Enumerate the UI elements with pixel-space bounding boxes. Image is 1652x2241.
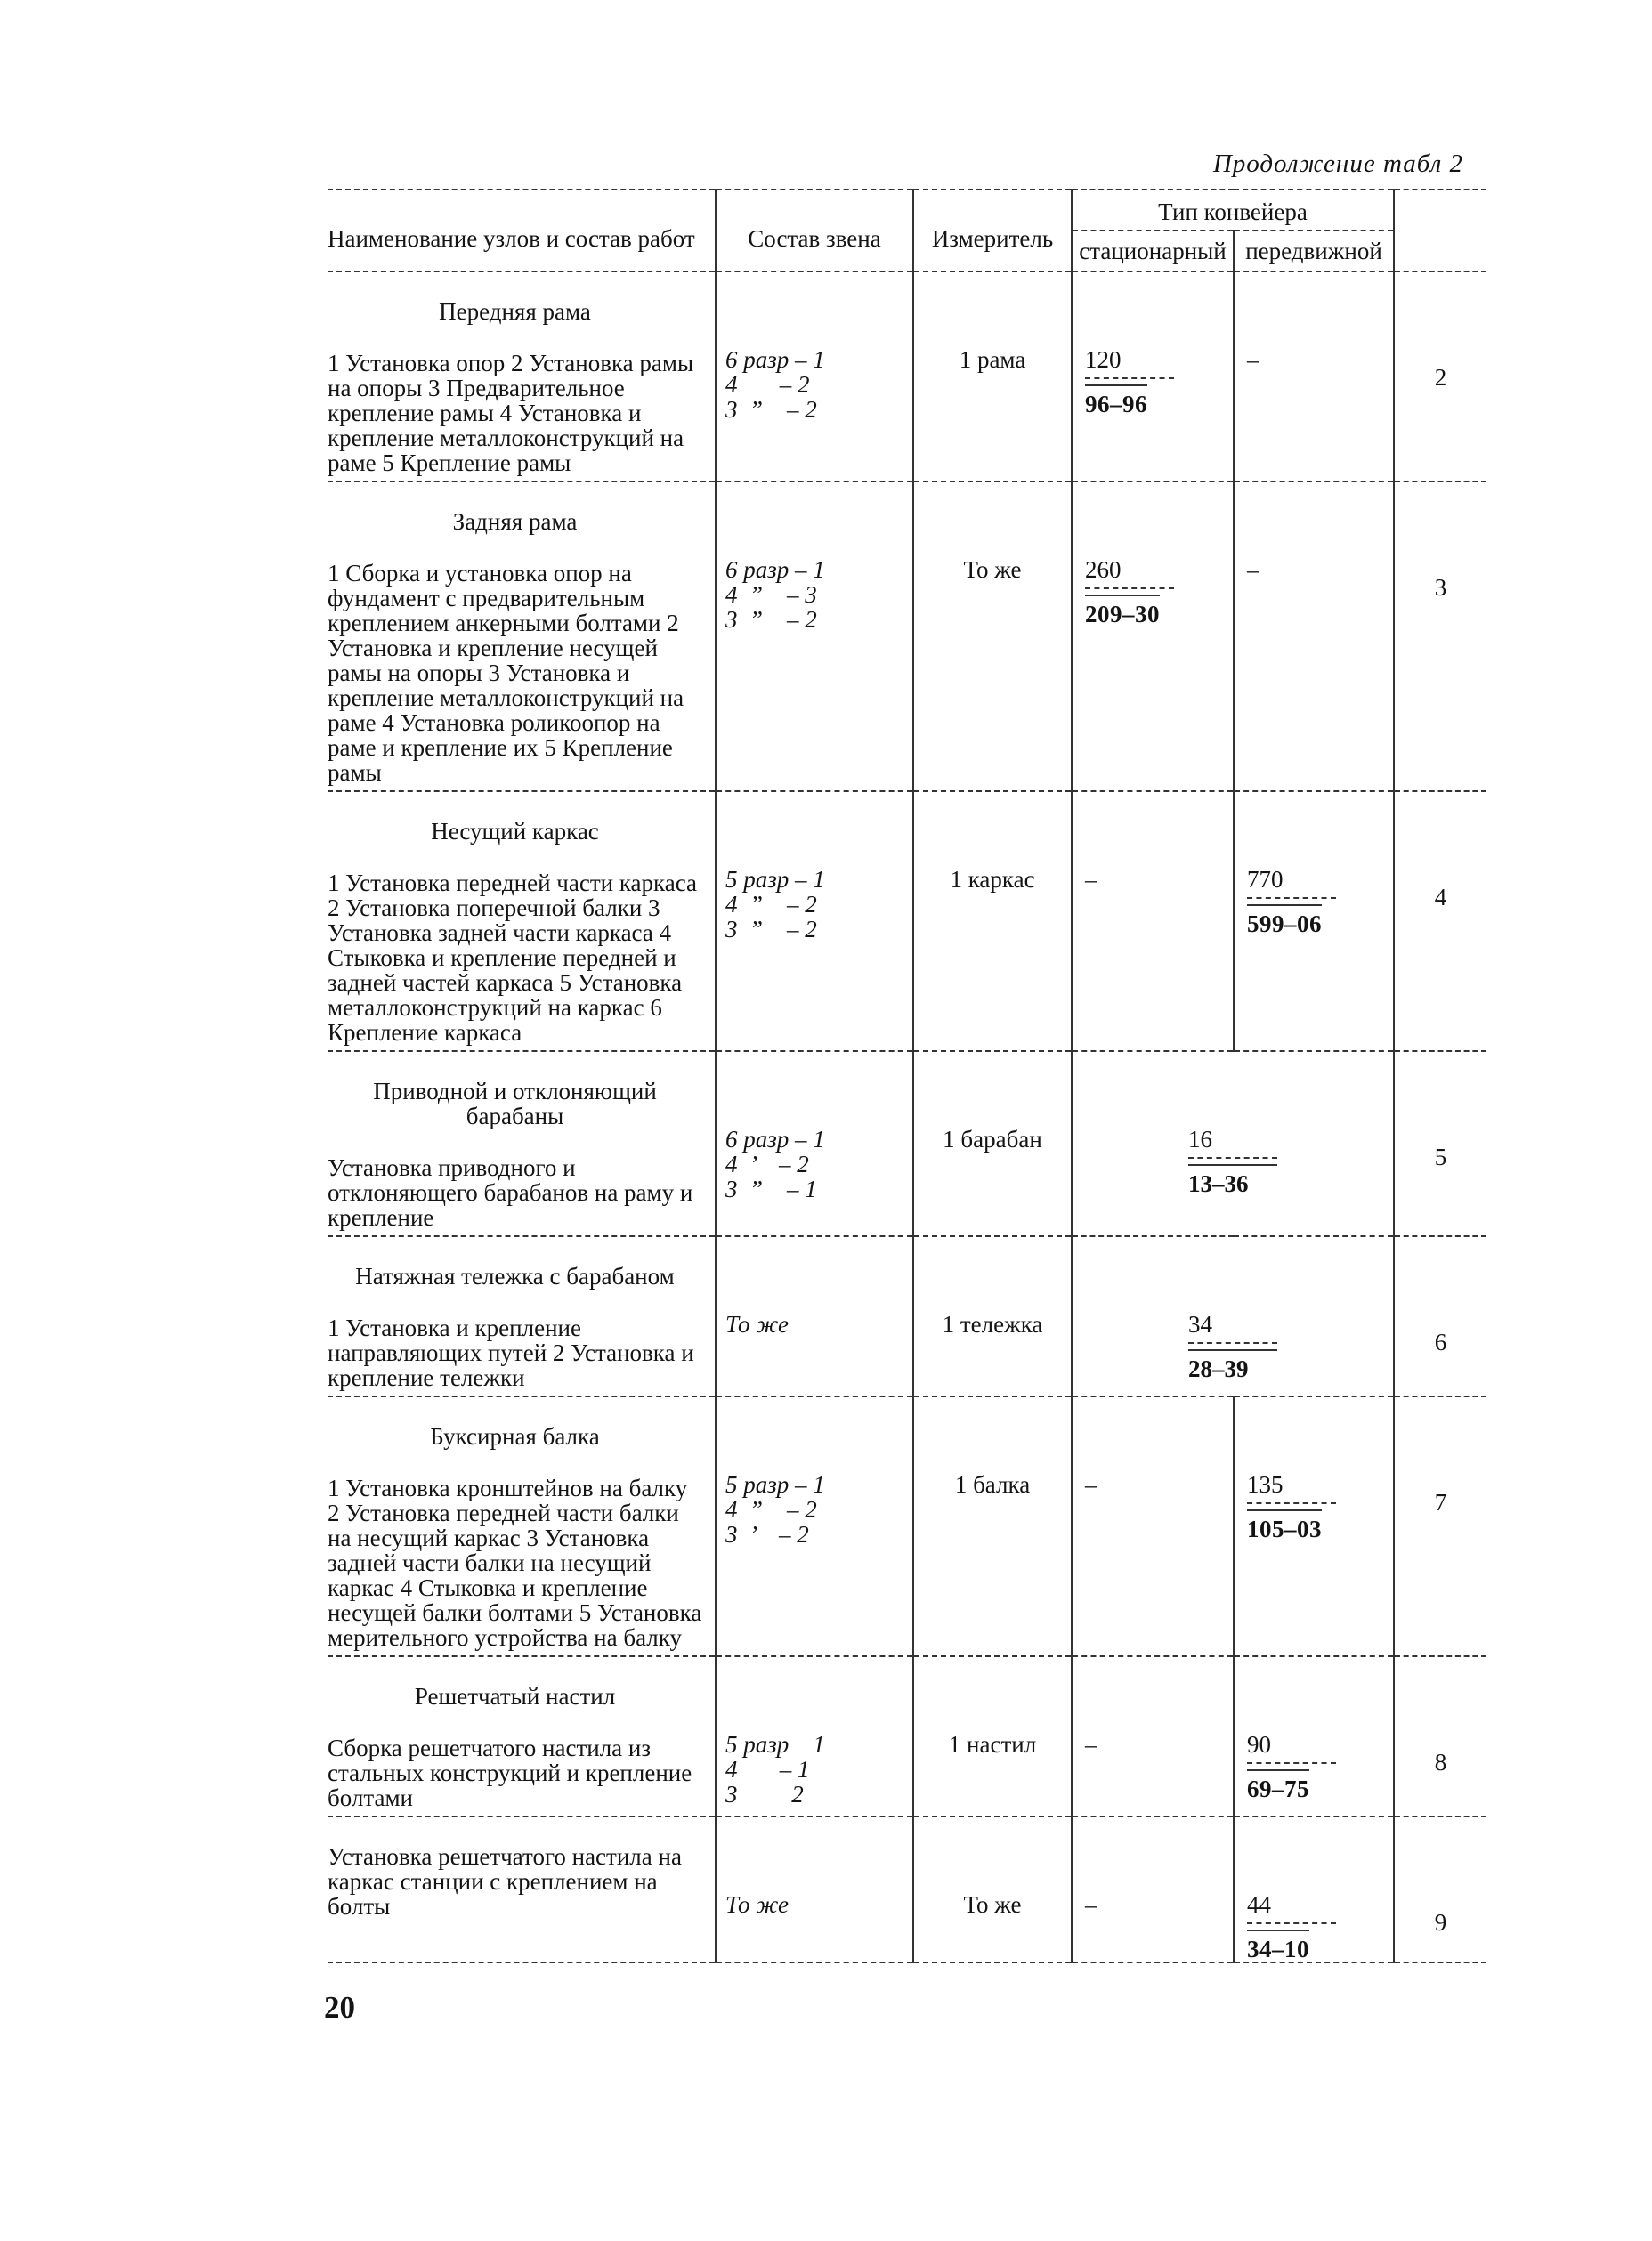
value-numerator: 34: [1188, 1311, 1212, 1338]
table-row: [328, 1816, 1486, 1962]
crew-line: 3 ” – 2: [725, 396, 817, 423]
crew-line: 4 – 1: [725, 1756, 810, 1783]
stationary-value-cell: [1072, 271, 1234, 481]
value-none: –: [1085, 1471, 1097, 1498]
crew-line: 3 ’ – 2: [725, 1521, 809, 1548]
value-numerator: 90: [1247, 1731, 1271, 1758]
header-mobile: передвижной: [1234, 231, 1394, 271]
measure-cell: 1 рама: [913, 271, 1072, 481]
row-index: 9: [1394, 1816, 1486, 1962]
crew-line: 6 разр – 1: [725, 346, 825, 373]
fraction-dash-line: [1247, 1762, 1336, 1764]
fraction-dash-line: [1085, 377, 1174, 379]
crew-line: 4 ” – 2: [725, 1496, 817, 1523]
measure-cell: 1 тележка: [913, 1236, 1072, 1396]
value-denominator: 209–30: [1085, 595, 1160, 627]
measure-cell: То же: [913, 1816, 1072, 1962]
work-cell: [328, 1236, 716, 1396]
table-body: [328, 271, 1486, 1962]
crew-line: То же: [725, 1891, 790, 1918]
crew-line: 3 2: [725, 1781, 804, 1808]
crew-line: То же: [725, 1311, 790, 1338]
value-numerator: 135: [1247, 1471, 1284, 1498]
crew-cell: [716, 1656, 913, 1816]
fraction-dash-line: [1247, 1502, 1336, 1504]
work-description: Установка решетчатого настила на каркас станции с креплением на болты: [328, 1843, 682, 1920]
crew-line: 6 разр – 1: [725, 556, 825, 583]
row-index: 3: [1394, 481, 1486, 791]
crew-cell: [716, 1396, 913, 1656]
fraction-dash-line: [1247, 897, 1336, 899]
merged-value: [1188, 1127, 1277, 1196]
crew-cell: [716, 1051, 913, 1236]
work-description: 1 Установка передней части каркаса 2 Установка поперечной балки 3 Установка задней части каркаса 4 Стыковка и крепление передней и задней частей каркаса 5 Установка металлоконструкций на каркас 6 Крепление каркаса: [328, 870, 698, 1046]
merged-fraction: [1188, 1312, 1277, 1381]
fraction-dash-line: [1188, 1157, 1277, 1159]
work-description: 1 Установка кронштейнов на балку 2 Установка передней части балки на несущий каркас 3 Установка задней части балки на несущий каркас 4 Стыковка и крепление несущей балки болтами 5 Установка мерительного устройства на балку: [328, 1475, 702, 1651]
crew-line: 4 – 2: [725, 371, 810, 398]
mobile-value-cell: [1234, 1656, 1394, 1816]
fraction-dash-line: [1188, 1342, 1277, 1344]
value-denominator: 105–03: [1247, 1509, 1322, 1541]
work-description: 1 Установка опор 2 Установка рамы на опоры 3 Предварительное крепление рамы 4 Установка и крепление металлоконструкций на раме 5 Крепление рамы: [328, 350, 694, 476]
value-numerator: 120: [1085, 346, 1122, 373]
value-none: –: [1085, 1891, 1097, 1918]
crew-cell: [716, 1236, 913, 1396]
work-cell: [328, 1396, 716, 1656]
value-numerator: 44: [1247, 1891, 1271, 1918]
crew-line: 5 разр – 1: [725, 1471, 825, 1498]
crew-line: 3 ” – 2: [725, 606, 817, 633]
merged-value: [1188, 1312, 1277, 1381]
stationary-value-cell: [1072, 1656, 1234, 1816]
section-title: Задняя рама: [452, 508, 578, 535]
section-title: Приводной и отклоняющий барабаны: [373, 1078, 657, 1129]
stationary-value-cell: [1072, 791, 1234, 1051]
mobile-value-cell: [1234, 1816, 1394, 1962]
header-name: Наименование узлов и состав работ: [328, 190, 716, 271]
value-numerator: 260: [1085, 556, 1122, 583]
mobile-value-cell: [1234, 271, 1394, 481]
header-crew: Состав звена: [716, 190, 913, 271]
section-title: Несущий каркас: [431, 818, 599, 845]
value-denominator: 599–06: [1247, 904, 1322, 936]
value-none: –: [1085, 1731, 1097, 1758]
merged-value-cell: [1072, 1051, 1394, 1236]
value-numerator: 16: [1188, 1126, 1212, 1153]
crew-line: 3 ” – 2: [725, 916, 817, 943]
mobile-value-cell: [1234, 791, 1394, 1051]
crew-cell: [716, 1816, 913, 1962]
value-none: –: [1085, 866, 1097, 893]
mobile-value-cell: [1234, 1396, 1394, 1656]
crew-line: 6 разр – 1: [725, 1126, 825, 1153]
header-stationary: стационарный: [1072, 231, 1234, 271]
merged-fraction: [1188, 1127, 1277, 1196]
work-cell: [328, 791, 716, 1051]
table-row: [328, 271, 1486, 481]
mobile-value-cell: [1234, 481, 1394, 791]
measure-cell: 1 настил: [913, 1656, 1072, 1816]
crew-line: 4 ” – 2: [725, 891, 817, 918]
header-conveyor-type: Тип конвейера: [1072, 190, 1394, 231]
table-row: [328, 1236, 1486, 1396]
work-description: 1 Установка и крепление направляющих путей 2 Установка и крепление тележки: [328, 1315, 694, 1391]
table-row: [328, 1656, 1486, 1816]
row-index: 7: [1394, 1396, 1486, 1656]
crew-cell: [716, 481, 913, 791]
table-row: [328, 481, 1486, 791]
fraction-dash-line: [1247, 1922, 1336, 1924]
stationary-value-cell: [1072, 1396, 1234, 1656]
continuation-label: Продолжение табл 2: [1212, 150, 1463, 178]
value-denominator: 28–39: [1188, 1349, 1277, 1381]
row-index: 2: [1394, 271, 1486, 481]
section-title: Решетчатый настил: [414, 1683, 616, 1710]
merged-value-cell: [1072, 1236, 1394, 1396]
measure-cell: То же: [913, 481, 1072, 791]
crew-line: 4 ” – 3: [725, 581, 817, 608]
work-cell: [328, 1051, 716, 1236]
measure-cell: 1 балка: [913, 1396, 1072, 1656]
row-index: 4: [1394, 791, 1486, 1051]
crew-line: 3 ” – 1: [725, 1176, 817, 1202]
value-denominator: 34–10: [1247, 1930, 1309, 1962]
row-index: 5: [1394, 1051, 1486, 1236]
work-description: Установка приводного и отклоняющего барабанов на раму и крепление: [328, 1154, 693, 1231]
crew-line: 4 ’ – 2: [725, 1151, 809, 1177]
value-none: –: [1247, 346, 1259, 373]
header-measure: Измеритель: [913, 190, 1072, 271]
value-numerator: 770: [1247, 866, 1284, 893]
table-row: [328, 1051, 1486, 1236]
work-description: Сборка решетчатого настила из стальных конструкций и крепление болтами: [328, 1735, 692, 1811]
fraction-dash-line: [1085, 587, 1174, 589]
work-cell: [328, 481, 716, 791]
work-description: 1 Сборка и установка опор на фундамент с предварительным креплением анкерными болтами 2 Установка и крепление несущей рамы на опоры 3 Установка и крепление металлоконструкций на раме 4 Установка роликоопор на раме и крепление их 5 Крепление рамы: [328, 560, 684, 786]
stationary-value-cell: [1072, 1816, 1234, 1962]
measure-cell: 1 барабан: [913, 1051, 1072, 1236]
crew-cell: [716, 271, 913, 481]
section-title: Передняя рама: [439, 298, 591, 325]
measure-cell: 1 каркас: [913, 791, 1072, 1051]
value-denominator: 13–36: [1188, 1164, 1277, 1196]
crew-line: 5 разр – 1: [725, 866, 825, 893]
crew-line: 5 разр 1: [725, 1731, 825, 1758]
row-index: 6: [1394, 1236, 1486, 1396]
header-index: [1394, 190, 1486, 271]
section-title: Буксирная балка: [430, 1423, 600, 1450]
row-index: 8: [1394, 1656, 1486, 1816]
table-row: [328, 791, 1486, 1051]
value-denominator: 96–96: [1085, 384, 1147, 417]
crew-cell: [716, 791, 913, 1051]
value-denominator: 69–75: [1247, 1769, 1309, 1801]
page-number: 20: [324, 1990, 355, 2025]
table-row: [328, 1396, 1486, 1656]
work-cell: [328, 271, 716, 481]
work-cell: [328, 1816, 716, 1962]
norms-table: [328, 189, 1486, 1963]
work-cell: [328, 1656, 716, 1816]
value-none: –: [1247, 556, 1259, 583]
section-title: Натяжная тележка с барабаном: [355, 1263, 675, 1290]
stationary-value-cell: [1072, 481, 1234, 791]
